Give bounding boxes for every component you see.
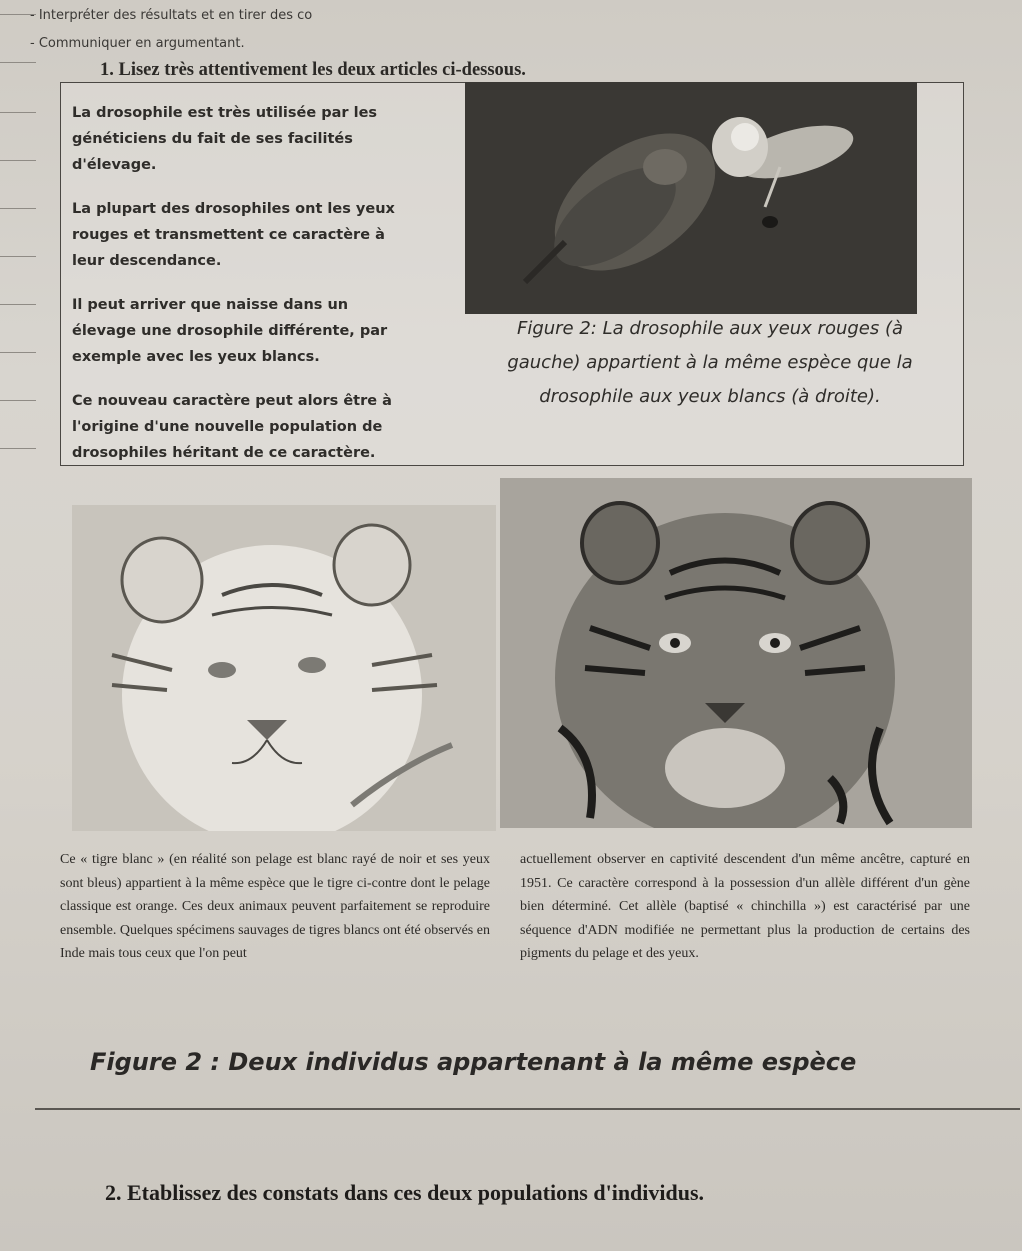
objective-line-1: - Interpréter des résultats et en tirer des co <box>30 8 313 23</box>
paragraph: Il peut arriver que naisse dans un élevage une drosophile différente, par exemple avec les yeux blancs. <box>72 297 388 365</box>
figure-2-title: Figure 2 : Deux individus appartenant à la même espèce <box>90 1048 857 1076</box>
paragraph: Ce nouveau caractère peut alors être à l'origine d'une nouvelle population de drosophiles héritant de ce caractère. <box>72 393 392 461</box>
drosophila-photo <box>465 82 917 314</box>
tiger-text-left: Ce « tigre blanc » (en réalité son pelage est blanc rayé de noir et ses yeux sont bleus) appartient à la même espèce que le tigre ci-contre dont le pelage classique est orange. Ces deux animaux peuvent parfaitement se reproduire ensemble. Quelques spécimens sauvages de tigres blancs ont été observés en Inde mais tous ceux que l'on peut <box>60 852 490 961</box>
notebook-margin-lines <box>0 0 38 470</box>
question-1: 1. Lisez très attentivement les deux articles ci-dessous. <box>100 60 526 80</box>
drosophila-caption: Figure 2: La drosophile aux yeux rouges (à gauche) appartient à la même espèce que la drosophile aux yeux blancs (à droite). <box>507 318 913 407</box>
paragraph: La drosophile est très utilisée par les généticiens du fait de ses facilités d'élevage. <box>72 105 378 173</box>
paragraph: La plupart des drosophiles ont les yeux rouges et transmettent ce caractère à leur descendance. <box>72 201 395 269</box>
objective-line-2: - Communiquer en argumentant. <box>30 36 245 51</box>
question-2: 2. Etablissez des constats dans ces deux populations d'individus. <box>105 1180 705 1205</box>
divider <box>35 1108 1020 1110</box>
tiger-text-right: actuellement observer en captivité descendent d'un même ancêtre, capturé en 1951. Ce caractère correspond à la possession d'un allèle différent d'un gène bien déterminé. Cet allèle (baptisé « chinchilla ») est caractérisé par une séquence d'ADN modifiée ne permettant plus la production de certains des pigments du pelage et des yeux. <box>520 852 970 961</box>
orange-tiger-photo <box>500 478 972 828</box>
white-tiger-photo <box>72 505 496 831</box>
drosophila-text <box>72 100 402 484</box>
